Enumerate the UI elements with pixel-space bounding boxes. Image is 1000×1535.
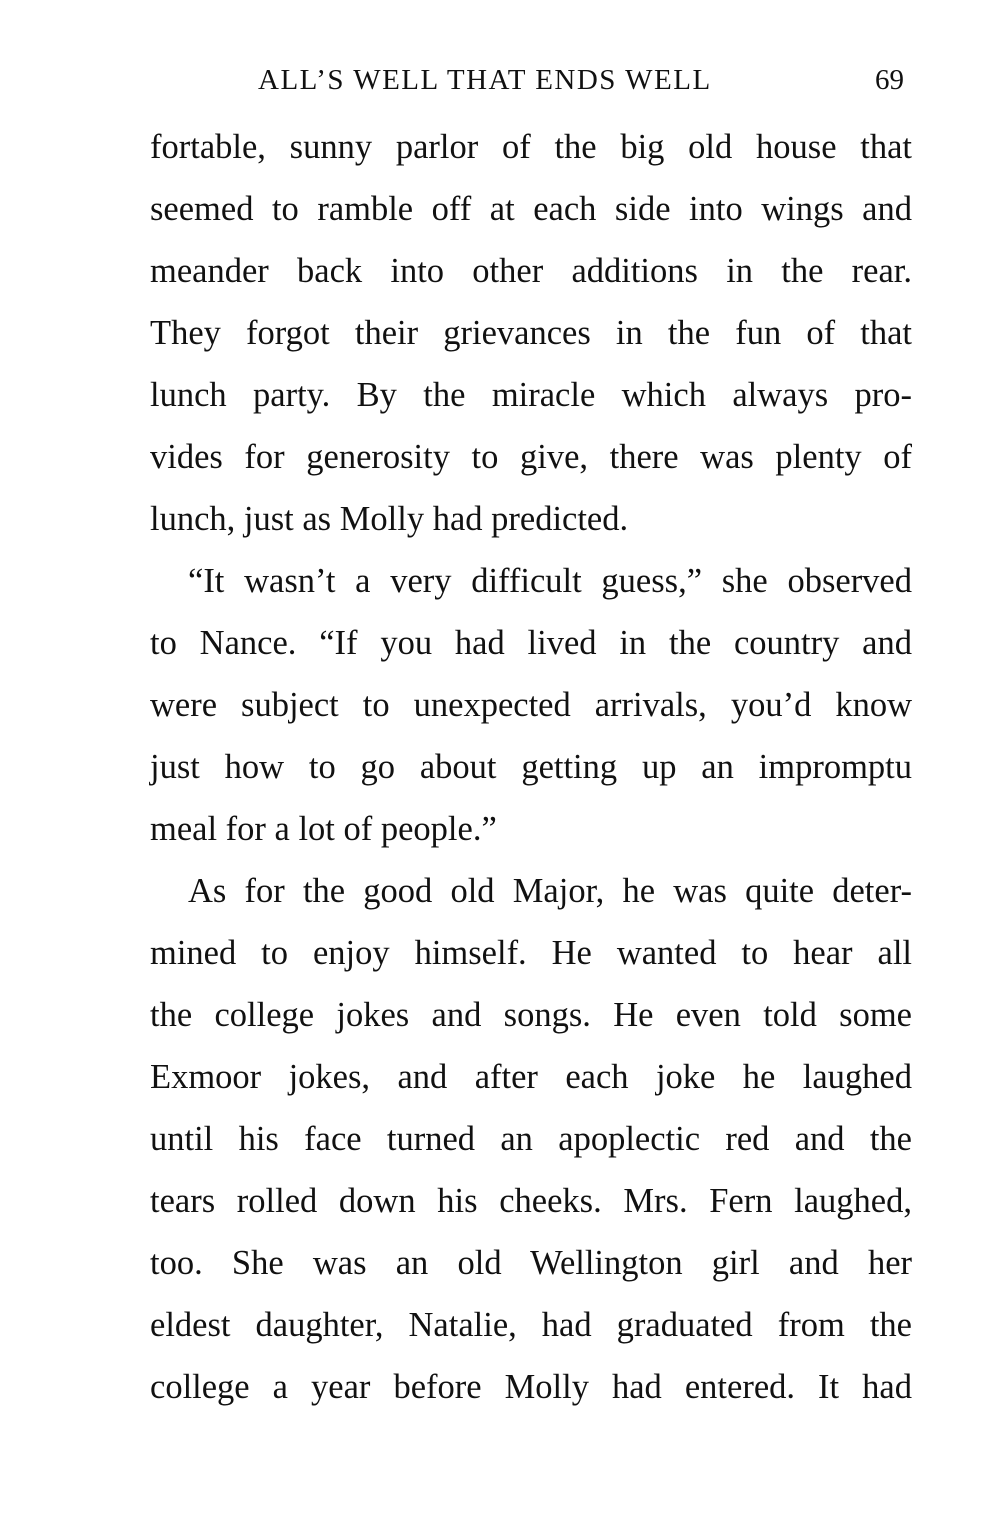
text-line: lunch, just as Molly had predicted.: [150, 500, 629, 538]
text-line: meal for a lot of people.”: [150, 810, 497, 848]
text-line: Exmoor jokes, and after each joke he laughed: [150, 1058, 912, 1096]
text-line: eldest daughter, Natalie, had graduated from the: [150, 1306, 912, 1344]
page-number: 69: [875, 64, 904, 96]
text-line: were subject to unexpected arrivals, you’d know: [150, 686, 912, 724]
text-line: As for the good old Major, he was quite deter-: [188, 872, 912, 910]
text-line: meander back into other additions in the rear.: [150, 252, 912, 290]
text-line: mined to enjoy himself. He wanted to hear all: [150, 934, 912, 972]
text-line: the college jokes and songs. He even told some: [150, 996, 912, 1034]
text-line: just how to go about getting up an impromptu: [150, 748, 912, 786]
text-line: to Nance. “If you had lived in the country and: [150, 624, 912, 662]
running-title: ALL’S WELL THAT ENDS WELL: [258, 64, 712, 96]
text-line: college a year before Molly had entered. It had: [150, 1368, 912, 1406]
text-line: They forgot their grievances in the fun of that: [150, 314, 912, 352]
text-line: tears rolled down his cheeks. Mrs. Fern laughed,: [150, 1182, 912, 1220]
text-line: too. She was an old Wellington girl and her: [150, 1244, 912, 1282]
text-line: seemed to ramble off at each side into wings and: [150, 190, 912, 228]
page-header: [150, 58, 912, 102]
text-line: “It wasn’t a very difficult guess,” she observed: [188, 562, 912, 600]
text-line: until his face turned an apoplectic red and the: [150, 1120, 912, 1158]
text-line: lunch party. By the miracle which always pro-: [150, 376, 912, 414]
body-text: [150, 116, 912, 1418]
text-line: vides for generosity to give, there was plenty of: [150, 438, 912, 476]
text-line: fortable, sunny parlor of the big old house that: [150, 128, 912, 166]
